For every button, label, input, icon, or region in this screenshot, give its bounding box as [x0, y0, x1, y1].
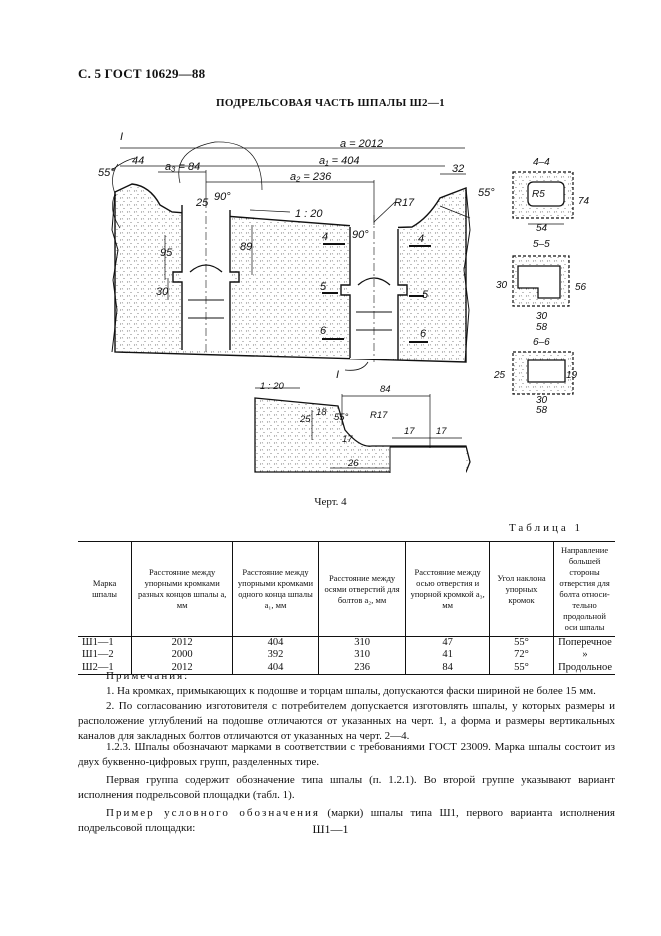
cell-a2: 236 — [318, 662, 406, 675]
section-dim-58: 58 — [536, 322, 548, 333]
label-I-top: I — [120, 131, 124, 143]
cell-a: 2000 — [132, 649, 233, 661]
page-header: С. 5 ГОСТ 10629—88 — [78, 66, 206, 81]
dim-a3: a₃ = 84 — [165, 161, 201, 173]
drawing-title: ПОДРЕЛЬСОВАЯ ЧАСТЬ ШПАЛЫ Ш2—1 — [216, 97, 445, 109]
cell-a1: 404 — [233, 662, 319, 675]
dim-90: 90° — [214, 191, 231, 203]
detail-dim-17-a: 17 — [342, 434, 353, 445]
cell-a1: 404 — [233, 637, 319, 650]
section-mark-5a: 5 — [320, 281, 327, 293]
note-item: 1. На кромках, примыкающих к подошве и торцам шпалы, допускаются фаски шириной не более 15 мм. — [106, 685, 596, 697]
section-views — [493, 157, 590, 416]
paragraph-1-2-3: 1.2.3. Шпалы обозначают марками в соответствии с требованиями ГОСТ 23009. Марка шпалы состоит из двух буквенно-цифровых групп, разделенных тире. — [78, 741, 615, 768]
bolt-channel-left — [173, 200, 239, 352]
section-6-6-title: 6–6 — [533, 337, 550, 348]
radius-r17: R17 — [394, 197, 415, 209]
cell-direction: » — [554, 649, 615, 661]
detail-view-I — [255, 381, 470, 473]
cell-mark: Ш2—1 — [78, 662, 132, 675]
figure-caption: Черт. 4 — [314, 496, 347, 508]
example-lead: Пример условного обозначения — [106, 807, 320, 819]
detail-dim-17-b: 17 — [404, 426, 415, 437]
dim-55-right: 55° — [478, 187, 495, 199]
section-dim-19: 19 — [566, 370, 578, 381]
table-row — [78, 649, 615, 661]
col-header-angle: Угол наклона упорных кромок — [489, 542, 553, 637]
cell-mark: Ш1—2 — [82, 649, 114, 661]
dim-89: 89 — [240, 241, 253, 253]
dim-95: 95 — [160, 247, 173, 259]
section-dim-30-c: 30 — [536, 395, 548, 406]
section-dim-58-b: 58 — [536, 405, 548, 416]
dim-a1: a₁ = 404 — [319, 155, 360, 167]
section-dim-30-b: 30 — [536, 311, 548, 322]
parameters-table — [78, 541, 615, 675]
table-header-row — [78, 542, 615, 637]
section-mark-4b: 4 — [418, 233, 425, 245]
example-rest: (марки) шпалы типа Ш1, первого варианта исполнения подрельсовой площадки: — [78, 807, 615, 834]
cell-mark: Ш1—1 — [82, 637, 114, 649]
cell-a3: 84 — [406, 662, 490, 675]
section-r5: R5 — [532, 189, 545, 200]
dim-55-left: 55° — [98, 167, 115, 179]
dim-32: 32 — [452, 163, 465, 175]
detail-slope: 1 : 20 — [260, 381, 284, 392]
dim-a2: a₂ = 236 — [290, 171, 332, 183]
dim-90-b: 90° — [352, 229, 369, 241]
section-dim-54: 54 — [536, 223, 548, 234]
col-header-mark: Марка шпалы — [78, 542, 132, 637]
section-dim-30-a: 30 — [496, 280, 508, 291]
table-row — [78, 637, 615, 650]
section-mark-4a: 4 — [322, 231, 329, 243]
notes-heading: Примечания: — [106, 670, 190, 682]
section-mark-5b: 5 — [422, 289, 429, 301]
detail-dim-25: 25 — [300, 414, 311, 425]
cell-angle: 55° — [489, 662, 553, 675]
col-header-a1: Расстояние между упорными кромками одного конца шпалы a₁, мм — [233, 542, 319, 637]
cell-a2: 310 — [318, 649, 406, 661]
detail-r17: R17 — [370, 410, 388, 421]
slope-1-20: 1 : 20 — [295, 208, 323, 220]
cell-angle: 72° — [489, 649, 553, 661]
section-mark-6b: 6 — [420, 328, 427, 340]
detail-dim-55: 55° — [334, 412, 349, 423]
example-code: Ш1—1 — [312, 822, 349, 836]
cell-direction: Поперечное — [554, 637, 615, 650]
dim-30: 30 — [156, 286, 169, 298]
col-header-a2: Расстояние между осями отверстий для болтов a₂, мм — [318, 542, 406, 637]
bolt-channel-right — [341, 215, 407, 362]
dim-44: 44 — [132, 155, 145, 167]
section-4-4-title: 4–4 — [533, 157, 550, 168]
cell-a3: 47 — [406, 637, 490, 650]
table-label: Таблица 1 — [508, 522, 583, 534]
detail-dim-17-c: 17 — [436, 426, 447, 437]
detail-dim-26: 26 — [348, 458, 359, 469]
paragraph-groups: Первая группа содержит обозначение типа шпалы (п. 1.2.1). Во второй группе указывают вариант исполнения подрельсовой площадки (табл. 1). — [78, 774, 615, 801]
section-mark-6a: 6 — [320, 325, 327, 337]
notes-list — [78, 684, 615, 744]
col-header-direction: Направление большей стороны отверстия для болта относительно продольной оси шпалы — [554, 542, 615, 637]
note-item: 2. По согласованию изготовителя с потребителем допускается изготовлять шпалы, у которых размеры и расположение углублений на подошве отличаются от указанных на черт. 1, а форма и размеры вертикальных каналов для закладных болтов отличаются от указанных на черт. 2—4. — [78, 700, 615, 742]
col-header-a3: Расстояние между осью отверстия и упорной кромкой a₃, мм — [406, 542, 490, 637]
section-dim-74: 74 — [578, 196, 590, 207]
col-header-a: Расстояние между упорными кромками разных концов шпалы a, мм — [132, 542, 233, 637]
cell-a: 2012 — [132, 662, 233, 675]
cell-a2: 310 — [318, 637, 406, 650]
label-I-bottom: I — [336, 369, 340, 381]
detail-dim-84: 84 — [380, 384, 391, 395]
cell-direction: Продольное — [554, 662, 615, 675]
cell-a: 2012 — [132, 637, 233, 650]
cell-angle: 55° — [489, 637, 553, 650]
cell-a1: 392 — [233, 649, 319, 661]
dim-25: 25 — [196, 197, 209, 209]
section-dim-25: 25 — [494, 370, 506, 381]
section-5-5-title: 5–5 — [533, 239, 550, 250]
cell-a3: 41 — [406, 649, 490, 661]
detail-dim-18: 18 — [316, 407, 327, 418]
section-dim-56: 56 — [575, 282, 587, 293]
dim-a: a = 2012 — [340, 138, 384, 150]
